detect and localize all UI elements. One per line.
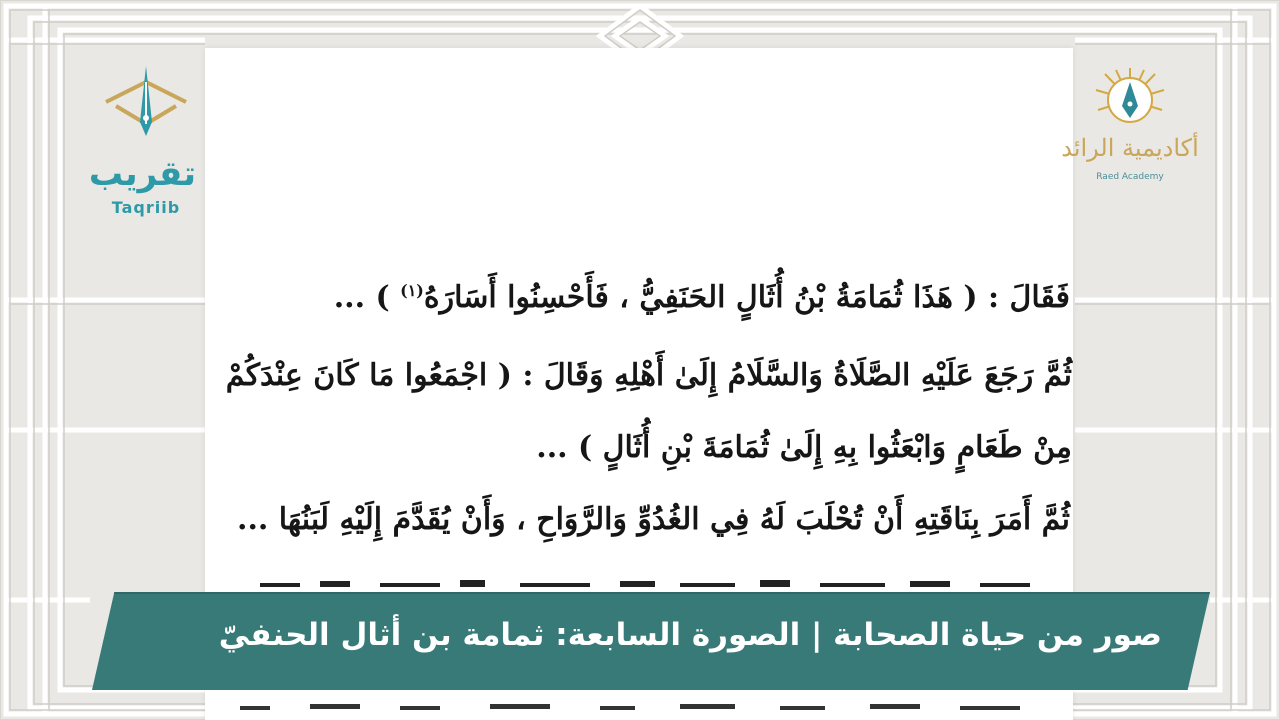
taqriib-arabic-wordmark: تقريب	[88, 154, 196, 194]
line-text: فَقَالَ : ( هَذَا ثُمَامَةُ بْنُ أُثَالٍ الحَنَفِيُّ ، فَأَحْسِنُوا أَسَارَهُ	[423, 280, 1070, 315]
line-tail: ) ...	[333, 280, 401, 315]
raed-academy-logo	[1060, 66, 1200, 196]
line-text: ثُمَّ رَجَعَ عَلَيْهِ الصَّلَاةُ وَالسَّلَامُ إِلَىٰ أَهْلِهِ وَقَالَ : ( اجْمَعُوا مَا كَانَ عِنْدَكُمْ	[225, 358, 1072, 393]
document-line-2	[226, 358, 1072, 393]
footnote-marker: (١)	[400, 281, 424, 300]
taqriib-logo	[88, 62, 196, 222]
taqriib-latin-wordmark: Taqriib	[111, 198, 181, 217]
line-text: مِنْ طَعَامٍ وَابْعَثُوا بِهِ إِلَىٰ ثُمَامَةَ بْنِ أُثَالٍ ) ...	[536, 430, 1072, 465]
sunburst-pen-icon	[1060, 66, 1200, 136]
partial-text-marks	[200, 575, 1080, 593]
partial-text-marks-bottom	[200, 696, 1080, 720]
document-line-1	[334, 280, 1070, 315]
document-line-3	[536, 430, 1072, 465]
raed-academy-latin-wordmark: Raed Academy	[1096, 172, 1164, 182]
banner-title: صور من حياة الصحابة | الصورة السابعة: ثمامة بن أثال الحنفيّ	[218, 617, 1162, 653]
pen-nib-icon	[96, 62, 196, 162]
line-text: ثُمَّ أَمَرَ بِنَاقَتِهِ أَنْ تُحْلَبَ لَهُ فِي الغُدُوِّ وَالرَّوَاحِ ، وَأَنْ يُقَدَّمَ إِلَيْهِ لَبَنُهَا ...	[237, 502, 1070, 537]
raed-academy-arabic-wordmark: أكاديمية الرائد	[1061, 134, 1199, 162]
partial-text-line-bottom	[200, 696, 1080, 720]
partial-text-line	[200, 575, 1080, 593]
document-line-4	[237, 502, 1070, 537]
